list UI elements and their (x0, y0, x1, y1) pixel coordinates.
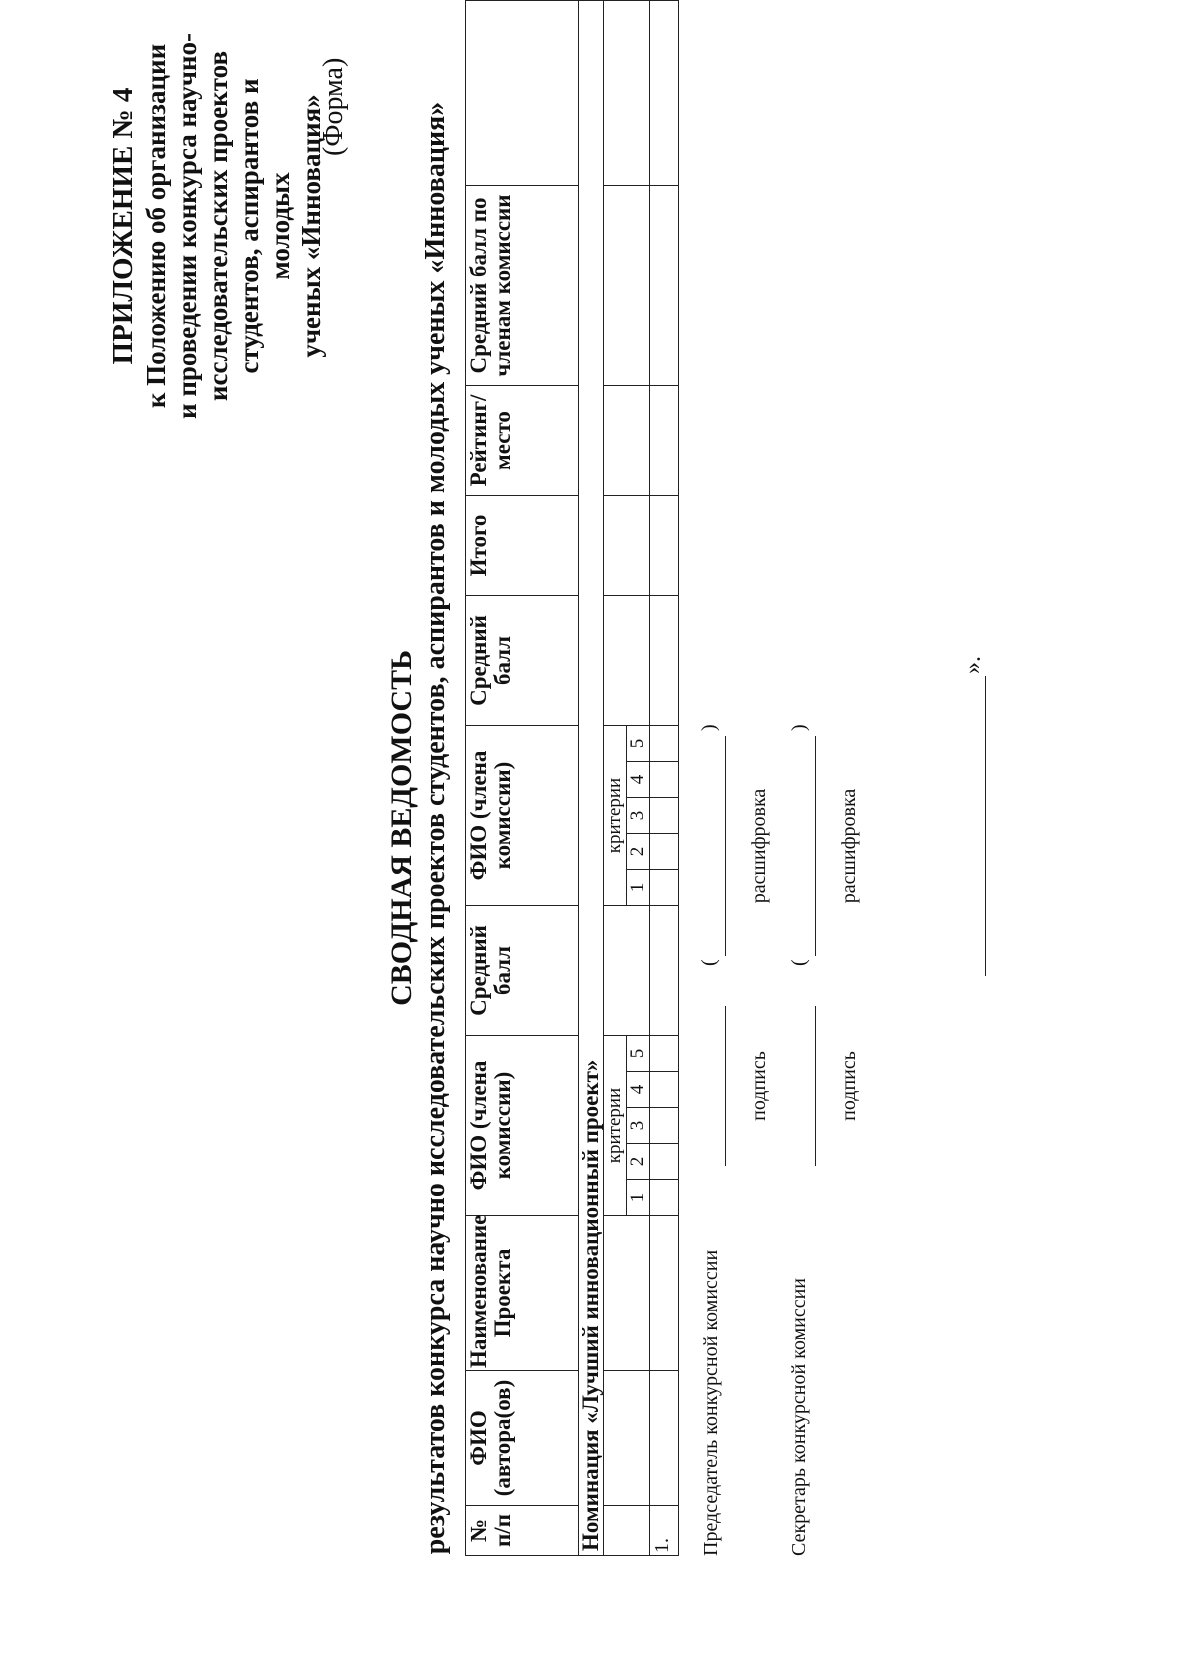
secretary-sign-caption: подпись (838, 1051, 860, 1121)
header-num: № п/п (466, 1506, 579, 1556)
criteria-label: критерии (604, 726, 627, 906)
document-subtitle: результатов конкурса научно исследовательских проектов студентов, аспирантов и молодых ученых «Инновация» (420, 101, 451, 1555)
criterion-number: 3 (627, 798, 650, 834)
secretary-name-line (815, 736, 816, 956)
secretary-role: Секретарь конкурсной комиссии (788, 1278, 810, 1556)
nomination-row: Номинация «Лучший инновационный проект» (579, 1, 604, 1556)
table-cell (650, 762, 679, 798)
table-cell (650, 834, 679, 870)
table-cell (604, 596, 650, 726)
header-member-2: ФИО (члена комиссии) (466, 726, 579, 906)
secretary-open-paren: ( (788, 959, 810, 966)
secretary-close-paren: ) (788, 724, 810, 731)
chairman-open-paren: ( (698, 959, 720, 966)
table-cell (650, 1180, 679, 1216)
table-cell (650, 1371, 679, 1506)
table-cell (604, 1371, 650, 1506)
header-average-2: Средний балл (466, 596, 579, 726)
table-cell (650, 186, 679, 386)
table-cell (650, 1, 679, 186)
header-average-members: Средний балл по членам комиссии (466, 186, 579, 386)
criterion-number: 1 (627, 870, 650, 906)
appendix-title: ПРИЛОЖЕНИЕ № 4 (107, 87, 139, 365)
table-cell (650, 386, 679, 496)
header-member-1: ФИО (члена комиссии) (466, 1036, 579, 1216)
table-cell (604, 186, 650, 386)
table-cell (604, 386, 650, 496)
criterion-number: 2 (627, 834, 650, 870)
criterion-number: 2 (627, 1144, 650, 1180)
table-cell (650, 496, 679, 596)
table-cell (650, 1144, 679, 1180)
row-number: 1. (650, 1506, 679, 1556)
table-cell (650, 906, 679, 1036)
date-line (985, 676, 986, 976)
criterion-number: 3 (627, 1108, 650, 1144)
table-cell (604, 1, 650, 186)
table-cell (604, 1216, 650, 1371)
form-note: (Форма) (318, 57, 349, 156)
table-cell (650, 1216, 679, 1371)
secretary-sign-line (815, 1006, 816, 1166)
chairman-role: Председатель конкурсной комиссии (700, 1249, 722, 1556)
header-project: Наименование Проекта (466, 1216, 579, 1371)
criterion-number: 1 (627, 1180, 650, 1216)
header-total: Итого (466, 496, 579, 596)
criterion-number: 5 (627, 726, 650, 762)
header-rating: Рейтинг/ место (466, 386, 579, 496)
appendix-line: и проведении конкурса научно- (172, 33, 202, 419)
table-cell (650, 870, 679, 906)
appendix-line: студентов, аспирантов и молодых (234, 78, 295, 374)
criterion-number: 4 (627, 1072, 650, 1108)
chairman-name-caption: расшифровка (748, 788, 770, 904)
chairman-sign-caption: подпись (748, 1051, 770, 1121)
document-title: СВОДНАЯ ВЕДОМОСТЬ (385, 650, 418, 1006)
table-cell (650, 798, 679, 834)
table-cell (604, 496, 650, 596)
chairman-sign-line (725, 1006, 726, 1166)
table-cell (650, 1072, 679, 1108)
header-average-1: Средний балл (466, 906, 579, 1036)
header-author: ФИО (автора(ов) (466, 1371, 579, 1506)
appendix-line: ученых «Инновация» (296, 94, 326, 358)
header-empty (466, 1, 579, 186)
appendix-line: исследовательских проектов (203, 50, 233, 402)
chairman-name-line (725, 736, 726, 956)
criteria-label: критерии (604, 1036, 627, 1216)
appendix-line: к Положению об организации (141, 43, 171, 409)
table-cell (650, 1036, 679, 1072)
table-cell (604, 906, 650, 1036)
document-title-block (385, 0, 453, 1656)
chairman-close-paren: ) (698, 724, 720, 731)
table-cell (650, 726, 679, 762)
secretary-name-caption: расшифровка (838, 788, 860, 904)
summary-table (465, 0, 679, 1556)
table-row (650, 1, 679, 1556)
table-cell (650, 596, 679, 726)
table-cell (650, 1108, 679, 1144)
criterion-number: 4 (627, 762, 650, 798)
table-cell (604, 1506, 650, 1556)
criterion-number: 5 (627, 1036, 650, 1072)
date-tail: ». (960, 656, 986, 674)
appendix-header (108, 26, 327, 426)
